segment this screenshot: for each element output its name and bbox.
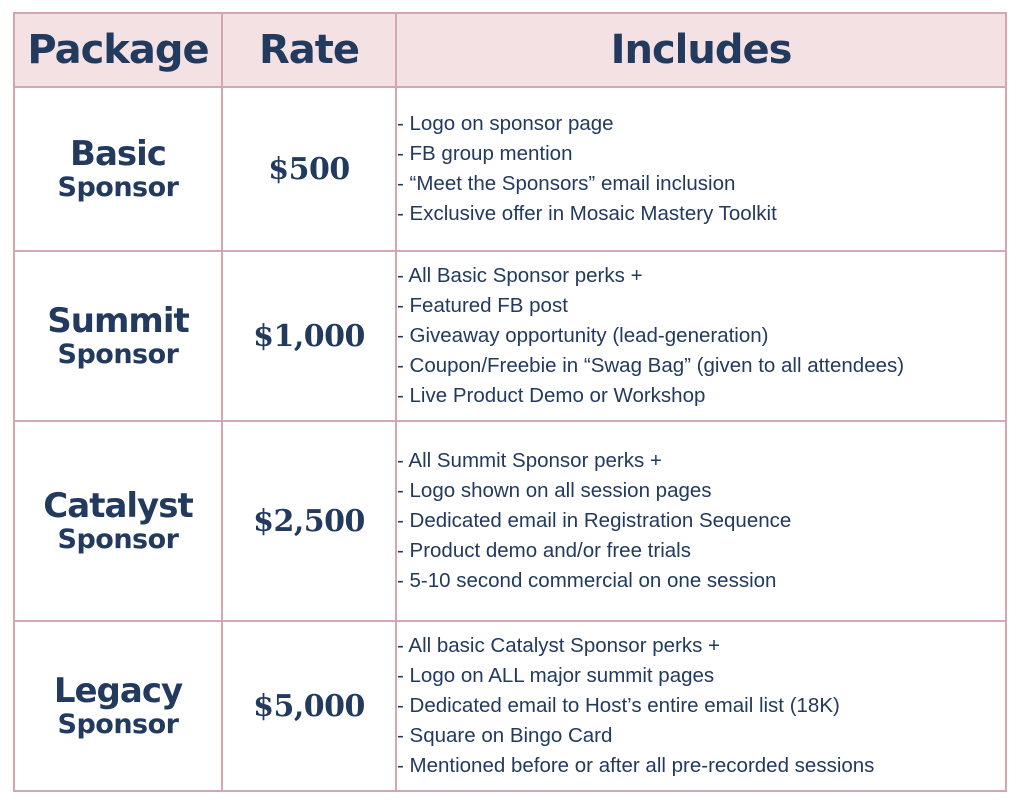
sponsorship-table [13, 12, 1007, 792]
include-item: - All Basic Sponsor perks + [397, 264, 643, 287]
include-item: - Live Product Demo or Workshop [397, 384, 706, 407]
includes-list [397, 109, 1005, 229]
include-item: - Product demo and/or free trials [397, 539, 691, 562]
includes-cell [396, 621, 1006, 791]
include-item: - Logo shown on all session pages [397, 479, 712, 502]
includes-list [397, 446, 1005, 596]
package-cell [14, 421, 222, 621]
package-row-legacy [14, 621, 1006, 791]
includes-list [397, 631, 1005, 781]
header-row [14, 13, 1006, 87]
include-item: - Featured FB post [397, 294, 568, 317]
package-row-catalyst [14, 421, 1006, 621]
package-row-basic [14, 87, 1006, 251]
include-item: - “Meet the Sponsors” email inclusion [397, 172, 736, 195]
includes-cell [396, 251, 1006, 421]
package-cell [14, 251, 222, 421]
package-sub: Sponsor [57, 172, 179, 203]
package-name: Summit [47, 301, 189, 341]
includes-cell [396, 87, 1006, 251]
include-item: - Exclusive offer in Mosaic Mastery Toolkit [397, 202, 777, 225]
include-item: - Mentioned before or after all pre-recorded sessions [397, 754, 875, 777]
package-sub: Sponsor [57, 339, 179, 370]
rate-value: $5,000 [222, 621, 396, 791]
package-sub: Sponsor [57, 709, 179, 740]
rate-value: $500 [222, 87, 396, 251]
package-name: Basic [70, 134, 166, 174]
package-row-summit [14, 251, 1006, 421]
include-item: - FB group mention [397, 142, 573, 165]
include-item: - Dedicated email in Registration Sequence [397, 509, 792, 532]
include-item: - 5-10 second commercial on one session [397, 569, 777, 592]
include-item: - All Summit Sponsor perks + [397, 449, 662, 472]
package-name: Catalyst [43, 486, 193, 526]
include-item: - Logo on sponsor page [397, 112, 614, 135]
include-item: - Logo on ALL major summit pages [397, 664, 715, 687]
package-name: Legacy [53, 671, 183, 711]
rate-value: $1,000 [222, 251, 396, 421]
header-package: Package [14, 13, 222, 87]
include-item: - Square on Bingo Card [397, 724, 613, 747]
include-item: - All basic Catalyst Sponsor perks + [397, 634, 721, 657]
package-cell [14, 87, 222, 251]
include-item: - Coupon/Freebie in “Swag Bag” (given to all attendees) [397, 354, 905, 377]
package-cell [14, 621, 222, 791]
package-sub: Sponsor [57, 524, 179, 555]
header-includes: Includes [396, 13, 1006, 87]
includes-list [397, 261, 1005, 411]
header-rate: Rate [222, 13, 396, 87]
includes-cell [396, 421, 1006, 621]
rate-value: $2,500 [222, 421, 396, 621]
include-item: - Giveaway opportunity (lead-generation) [397, 324, 769, 347]
include-item: - Dedicated email to Host’s entire email list (18K) [397, 694, 840, 717]
